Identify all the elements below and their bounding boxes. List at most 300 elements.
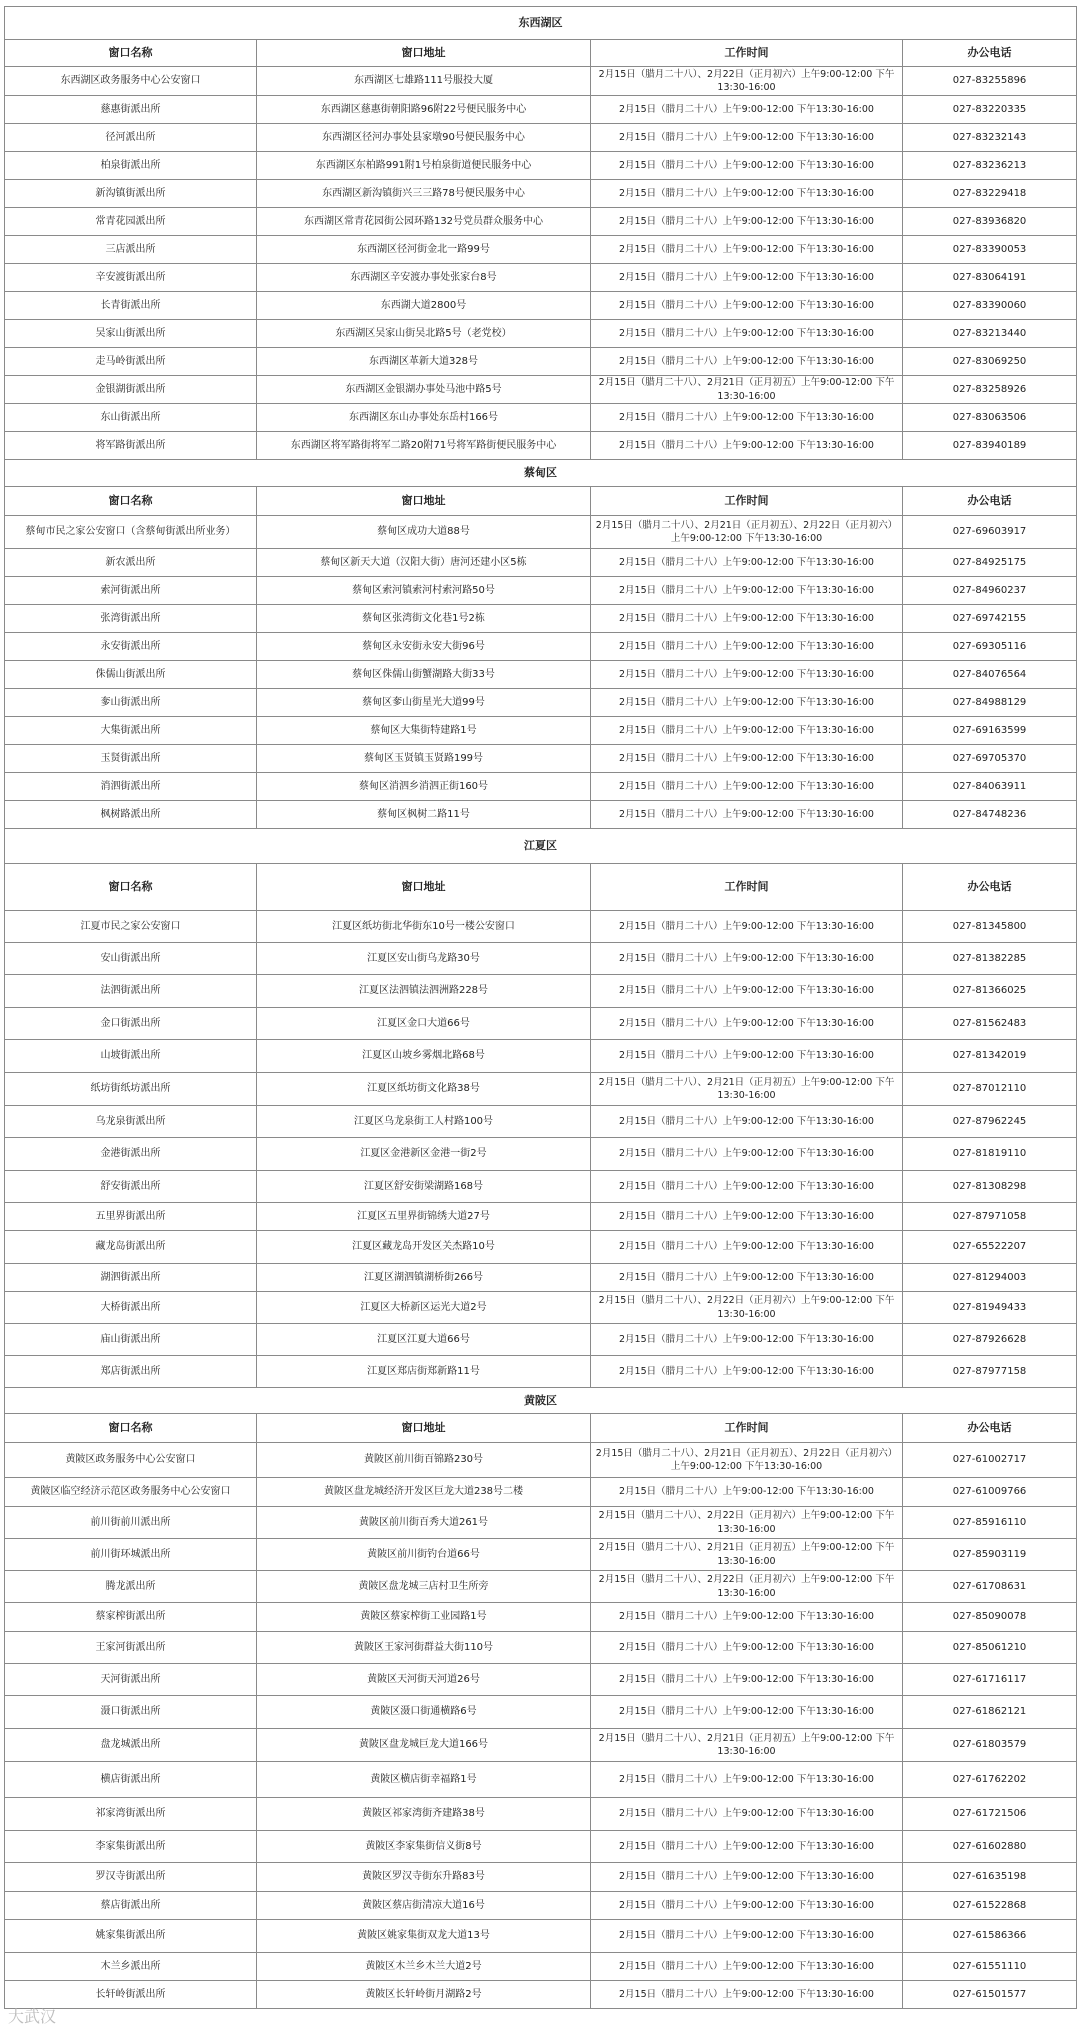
table-row [5,180,1077,208]
office-phone-cell: 027-84748236 [903,801,1077,829]
window-address-cell: 江夏区法泗镇法泗洲路228号 [257,975,591,1008]
office-phone-cell: 027-81819110 [903,1138,1077,1171]
column-header-row [5,40,1077,67]
window-name-cell: 木兰乡派出所 [5,1953,257,1981]
window-name-cell: 安山街派出所 [5,943,257,975]
table-row [5,152,1077,180]
window-address-cell: 蔡甸区永安街永安大街96号 [257,633,591,661]
work-hours-cell: 2月15日（腊月二十八）上午9:00-12:00 下午13:30-16:00 [591,1040,903,1073]
header-window-address: 窗口地址 [257,487,591,516]
column-header-row [5,864,1077,911]
office-phone-cell: 027-83390053 [903,236,1077,264]
table-row [5,320,1077,348]
table-row [5,1603,1077,1632]
window-name-cell: 长轩岭街派出所 [5,1981,257,2009]
office-hours-sheet [4,6,1076,2009]
police-window-table [4,6,1077,2009]
office-phone-cell: 027-81308298 [903,1171,1077,1203]
window-name-cell: 纸坊街纸坊派出所 [5,1073,257,1106]
office-phone-cell: 027-61602880 [903,1831,1077,1863]
office-phone-cell: 027-61009766 [903,1478,1077,1507]
work-hours-cell: 2月15日（腊月二十八）上午9:00-12:00 下午13:30-16:00 [591,264,903,292]
window-name-cell: 永安街派出所 [5,633,257,661]
work-hours-cell: 2月15日（腊月二十八）、2月21日（正月初五）上午9:00-12:00 下午13:30-16:00 [591,1073,903,1106]
table-row [5,292,1077,320]
work-hours-cell: 2月15日（腊月二十八）上午9:00-12:00 下午13:30-16:00 [591,1831,903,1863]
window-address-cell: 蔡甸区侏儒山街蟹湖路大街33号 [257,661,591,689]
window-name-cell: 索河街派出所 [5,577,257,605]
window-name-cell: 径河派出所 [5,124,257,152]
office-phone-cell: 027-61721506 [903,1798,1077,1831]
window-address-cell: 江夏区五里界街锦绣大道27号 [257,1203,591,1231]
window-name-cell: 金口街派出所 [5,1008,257,1040]
table-row [5,745,1077,773]
table-row [5,717,1077,745]
office-phone-cell: 027-69163599 [903,717,1077,745]
table-row [5,633,1077,661]
window-name-cell: 蔡甸市民之家公安窗口（含蔡甸街派出所业务） [5,516,257,549]
window-name-cell: 滠口街派出所 [5,1696,257,1729]
table-row [5,689,1077,717]
window-name-cell: 王家河街派出所 [5,1632,257,1664]
office-phone-cell: 027-81382285 [903,943,1077,975]
window-name-cell: 奓山街派出所 [5,689,257,717]
office-phone-cell: 027-87926628 [903,1324,1077,1356]
table-row [5,1073,1077,1106]
window-name-cell: 蔡家榨街派出所 [5,1603,257,1632]
table-row [5,1892,1077,1920]
office-phone-cell: 027-81345800 [903,911,1077,943]
table-row [5,516,1077,549]
window-address-cell: 东西湖区辛安渡办事处张家台8号 [257,264,591,292]
window-name-cell: 湖泗街派出所 [5,1264,257,1292]
window-address-cell: 江夏区舒安街梁湖路168号 [257,1171,591,1203]
window-name-cell: 祁家湾街派出所 [5,1798,257,1831]
header-window-name: 窗口名称 [5,864,257,911]
window-name-cell: 侏儒山街派出所 [5,661,257,689]
work-hours-cell: 2月15日（腊月二十八）上午9:00-12:00 下午13:30-16:00 [591,801,903,829]
office-phone-cell: 027-81294003 [903,1264,1077,1292]
office-phone-cell: 027-83064191 [903,264,1077,292]
office-phone-cell: 027-61762202 [903,1762,1077,1798]
window-address-cell: 蔡甸区大集街特建路1号 [257,717,591,745]
district-title: 蔡甸区 [5,460,1077,487]
table-row [5,1729,1077,1762]
office-phone-cell: 027-83255896 [903,67,1077,96]
office-phone-cell: 027-83213440 [903,320,1077,348]
window-name-cell: 玉贤街派出所 [5,745,257,773]
window-name-cell: 金银湖街派出所 [5,376,257,404]
window-address-cell: 黄陂区罗汉寺街东升路83号 [257,1863,591,1892]
work-hours-cell: 2月15日（腊月二十八）、2月22日（正月初六）上午9:00-12:00 下午13:30-16:00 [591,1571,903,1603]
work-hours-cell: 2月15日（腊月二十八）上午9:00-12:00 下午13:30-16:00 [591,1696,903,1729]
work-hours-cell: 2月15日（腊月二十八）上午9:00-12:00 下午13:30-16:00 [591,1664,903,1696]
work-hours-cell: 2月15日（腊月二十八）上午9:00-12:00 下午13:30-16:00 [591,1203,903,1231]
window-name-cell: 郑店街派出所 [5,1356,257,1388]
office-phone-cell: 027-84063911 [903,773,1077,801]
office-phone-cell: 027-83236213 [903,152,1077,180]
work-hours-cell: 2月15日（腊月二十八）上午9:00-12:00 下午13:30-16:00 [591,689,903,717]
work-hours-cell: 2月15日（腊月二十八）上午9:00-12:00 下午13:30-16:00 [591,1106,903,1138]
table-row [5,1008,1077,1040]
work-hours-cell: 2月15日（腊月二十八）上午9:00-12:00 下午13:30-16:00 [591,1478,903,1507]
window-name-cell: 东西湖区政务服务中心公安窗口 [5,67,257,96]
watermark-logo: 大武汉 [8,2007,57,2026]
window-address-cell: 东西湖区径河街金北一路99号 [257,236,591,264]
window-address-cell: 黄陂区前川街钓台道66号 [257,1539,591,1571]
window-address-cell: 黄陂区滠口街通横路6号 [257,1696,591,1729]
window-address-cell: 蔡甸区玉贤镇玉贤路199号 [257,745,591,773]
window-name-cell: 山坡街派出所 [5,1040,257,1073]
window-address-cell: 江夏区纸坊街北华街东10号一楼公安窗口 [257,911,591,943]
window-address-cell: 黄陂区前川街百秀大道261号 [257,1507,591,1539]
table-row [5,1040,1077,1073]
table-row [5,1231,1077,1264]
window-address-cell: 黄陂区木兰乡木兰大道2号 [257,1953,591,1981]
district-title: 东西湖区 [5,7,1077,40]
work-hours-cell: 2月15日（腊月二十八）上午9:00-12:00 下午13:30-16:00 [591,661,903,689]
window-address-cell: 东西湖区常青花园街公园环路132号党员群众服务中心 [257,208,591,236]
window-name-cell: 枫树路派出所 [5,801,257,829]
header-window-name: 窗口名称 [5,1414,257,1443]
work-hours-cell: 2月15日（腊月二十八）上午9:00-12:00 下午13:30-16:00 [591,1356,903,1388]
window-address-cell: 蔡甸区枫树二路11号 [257,801,591,829]
office-phone-cell: 027-61501577 [903,1981,1077,2009]
table-row [5,1203,1077,1231]
office-phone-cell: 027-85090078 [903,1603,1077,1632]
window-address-cell: 东西湖区金银湖办事处马池中路5号 [257,376,591,404]
work-hours-cell: 2月15日（腊月二十八）上午9:00-12:00 下午13:30-16:00 [591,1762,903,1798]
office-phone-cell: 027-84925175 [903,549,1077,577]
window-name-cell: 庙山街派出所 [5,1324,257,1356]
window-address-cell: 江夏区纸坊街文化路38号 [257,1073,591,1106]
window-name-cell: 黄陂区临空经济示范区政务服务中心公安窗口 [5,1478,257,1507]
table-row [5,1443,1077,1478]
column-header-row [5,487,1077,516]
office-phone-cell: 027-61862121 [903,1696,1077,1729]
work-hours-cell: 2月15日（腊月二十八）上午9:00-12:00 下午13:30-16:00 [591,577,903,605]
work-hours-cell: 2月15日（腊月二十八）上午9:00-12:00 下午13:30-16:00 [591,96,903,124]
office-phone-cell: 027-61716117 [903,1664,1077,1696]
office-phone-cell: 027-61635198 [903,1863,1077,1892]
window-name-cell: 乌龙泉街派出所 [5,1106,257,1138]
table-row [5,943,1077,975]
table-row [5,404,1077,432]
table-row [5,67,1077,96]
work-hours-cell: 2月15日（腊月二十八）上午9:00-12:00 下午13:30-16:00 [591,1138,903,1171]
table-row [5,1264,1077,1292]
window-name-cell: 李家集街派出所 [5,1831,257,1863]
office-phone-cell: 027-85903119 [903,1539,1077,1571]
office-phone-cell: 027-61803579 [903,1729,1077,1762]
window-address-cell: 东西湖区革新大道328号 [257,348,591,376]
office-phone-cell: 027-87977158 [903,1356,1077,1388]
table-row [5,208,1077,236]
window-name-cell: 常青花园派出所 [5,208,257,236]
table-row [5,236,1077,264]
header-work-hours: 工作时间 [591,864,903,911]
window-name-cell: 新沟镇街派出所 [5,180,257,208]
table-row [5,1106,1077,1138]
work-hours-cell: 2月15日（腊月二十八）上午9:00-12:00 下午13:30-16:00 [591,208,903,236]
office-phone-cell: 027-83940189 [903,432,1077,460]
work-hours-cell: 2月15日（腊月二十八）上午9:00-12:00 下午13:30-16:00 [591,1231,903,1264]
table-row [5,264,1077,292]
window-address-cell: 东西湖区吴家山街吴北路5号（老党校） [257,320,591,348]
table-row [5,801,1077,829]
window-address-cell: 黄陂区盘龙城三店村卫生所旁 [257,1571,591,1603]
window-name-cell: 大桥街派出所 [5,1292,257,1324]
window-address-cell: 黄陂区李家集街信义街8号 [257,1831,591,1863]
work-hours-cell: 2月15日（腊月二十八）上午9:00-12:00 下午13:30-16:00 [591,236,903,264]
office-phone-cell: 027-81562483 [903,1008,1077,1040]
table-row [5,1324,1077,1356]
work-hours-cell: 2月15日（腊月二十八）上午9:00-12:00 下午13:30-16:00 [591,1892,903,1920]
district-title: 黄陂区 [5,1388,1077,1414]
window-name-cell: 腾龙派出所 [5,1571,257,1603]
work-hours-cell: 2月15日（腊月二十八）上午9:00-12:00 下午13:30-16:00 [591,292,903,320]
window-address-cell: 江夏区湖泗镇湖桥街266号 [257,1264,591,1292]
office-phone-cell: 027-83069250 [903,348,1077,376]
table-row [5,348,1077,376]
office-phone-cell: 027-69603917 [903,516,1077,549]
work-hours-cell: 2月15日（腊月二十八）上午9:00-12:00 下午13:30-16:00 [591,745,903,773]
header-window-address: 窗口地址 [257,864,591,911]
office-phone-cell: 027-85916110 [903,1507,1077,1539]
header-window-name: 窗口名称 [5,487,257,516]
table-row [5,1696,1077,1729]
office-phone-cell: 027-61522868 [903,1892,1077,1920]
window-address-cell: 江夏区山坡乡雾烟北路68号 [257,1040,591,1073]
table-row [5,1664,1077,1696]
work-hours-cell: 2月15日（腊月二十八）上午9:00-12:00 下午13:30-16:00 [591,1798,903,1831]
office-phone-cell: 027-87971058 [903,1203,1077,1231]
window-address-cell: 黄陂区蔡家榨街工业园路1号 [257,1603,591,1632]
window-name-cell: 辛安渡街派出所 [5,264,257,292]
work-hours-cell: 2月15日（腊月二十八）上午9:00-12:00 下午13:30-16:00 [591,943,903,975]
window-address-cell: 黄陂区王家河街群益大街110号 [257,1632,591,1664]
window-name-cell: 罗汉寺街派出所 [5,1863,257,1892]
window-address-cell: 江夏区乌龙泉街工人村路100号 [257,1106,591,1138]
window-address-cell: 蔡甸区新天大道（汉阳大街）唐河还建小区5栋 [257,549,591,577]
window-name-cell: 消泗街派出所 [5,773,257,801]
work-hours-cell: 2月15日（腊月二十八）上午9:00-12:00 下午13:30-16:00 [591,1171,903,1203]
window-address-cell: 黄陂区长轩岭街月湖路2号 [257,1981,591,2009]
window-address-cell: 东西湖区将军路街将军二路20附71号将军路街便民服务中心 [257,432,591,460]
window-address-cell: 蔡甸区索河镇索河村索河路50号 [257,577,591,605]
work-hours-cell: 2月15日（腊月二十八）上午9:00-12:00 下午13:30-16:00 [591,1603,903,1632]
office-phone-cell: 027-61586366 [903,1920,1077,1953]
district-title-row [5,7,1077,40]
window-address-cell: 江夏区安山街乌龙路30号 [257,943,591,975]
work-hours-cell: 2月15日（腊月二十八）上午9:00-12:00 下午13:30-16:00 [591,549,903,577]
work-hours-cell: 2月15日（腊月二十八）上午9:00-12:00 下午13:30-16:00 [591,773,903,801]
table-row [5,1571,1077,1603]
table-row [5,96,1077,124]
window-name-cell: 新农派出所 [5,549,257,577]
work-hours-cell: 2月15日（腊月二十八）上午9:00-12:00 下午13:30-16:00 [591,180,903,208]
work-hours-cell: 2月15日（腊月二十八）上午9:00-12:00 下午13:30-16:00 [591,124,903,152]
column-header-row [5,1414,1077,1443]
office-phone-cell: 027-65522207 [903,1231,1077,1264]
window-name-cell: 盘龙城派出所 [5,1729,257,1762]
table-row [5,1138,1077,1171]
table-row [5,1953,1077,1981]
table-row [5,605,1077,633]
window-address-cell: 蔡甸区成功大道88号 [257,516,591,549]
table-row [5,1292,1077,1324]
office-phone-cell: 027-83063506 [903,404,1077,432]
window-name-cell: 张湾街派出所 [5,605,257,633]
window-address-cell: 黄陂区前川街百锦路230号 [257,1443,591,1478]
header-work-hours: 工作时间 [591,40,903,67]
work-hours-cell: 2月15日（腊月二十八）、2月22日（正月初六）上午9:00-12:00 下午13:30-16:00 [591,67,903,96]
window-address-cell: 江夏区金口大道66号 [257,1008,591,1040]
window-address-cell: 江夏区大桥新区运光大道2号 [257,1292,591,1324]
table-row [5,1863,1077,1892]
work-hours-cell: 2月15日（腊月二十八）上午9:00-12:00 下午13:30-16:00 [591,404,903,432]
office-phone-cell: 027-81342019 [903,1040,1077,1073]
work-hours-cell: 2月15日（腊月二十八）上午9:00-12:00 下午13:30-16:00 [591,1008,903,1040]
work-hours-cell: 2月15日（腊月二十八）、2月22日（正月初六）上午9:00-12:00 下午13:30-16:00 [591,1507,903,1539]
office-phone-cell: 027-69705370 [903,745,1077,773]
work-hours-cell: 2月15日（腊月二十八）、2月21日（正月初五）上午9:00-12:00 下午13:30-16:00 [591,1729,903,1762]
table-row [5,577,1077,605]
window-name-cell: 走马岭街派出所 [5,348,257,376]
table-row [5,661,1077,689]
window-address-cell: 黄陂区横店街幸福路1号 [257,1762,591,1798]
work-hours-cell: 2月15日（腊月二十八）上午9:00-12:00 下午13:30-16:00 [591,1920,903,1953]
window-name-cell: 江夏市民之家公安窗口 [5,911,257,943]
office-phone-cell: 027-61708631 [903,1571,1077,1603]
window-address-cell: 东西湖区新沟镇街兴三三路78号便民服务中心 [257,180,591,208]
window-address-cell: 东西湖区径河办事处县家墩90号便民服务中心 [257,124,591,152]
office-phone-cell: 027-61002717 [903,1443,1077,1478]
window-address-cell: 东西湖区七雄路111号服投大厦 [257,67,591,96]
office-phone-cell: 027-83229418 [903,180,1077,208]
window-name-cell: 蔡店街派出所 [5,1892,257,1920]
district-title: 江夏区 [5,829,1077,864]
window-name-cell: 吴家山街派出所 [5,320,257,348]
window-address-cell: 东西湖区东山办事处东岳村166号 [257,404,591,432]
table-row [5,1478,1077,1507]
work-hours-cell: 2月15日（腊月二十八）、2月21日（正月初五）、2月22日（正月初六）上午9:00-12:00 下午13:30-16:00 [591,516,903,549]
window-address-cell: 黄陂区祁家湾街齐建路38号 [257,1798,591,1831]
office-phone-cell: 027-69742155 [903,605,1077,633]
work-hours-cell: 2月15日（腊月二十八）上午9:00-12:00 下午13:30-16:00 [591,1953,903,1981]
office-phone-cell: 027-85061210 [903,1632,1077,1664]
office-phone-cell: 027-84960237 [903,577,1077,605]
header-office-phone: 办公电话 [903,40,1077,67]
office-phone-cell: 027-83232143 [903,124,1077,152]
window-address-cell: 东西湖区东柏路991附1号柏泉街道便民服务中心 [257,152,591,180]
window-address-cell: 江夏区江夏大道66号 [257,1324,591,1356]
window-name-cell: 前川街前川派出所 [5,1507,257,1539]
work-hours-cell: 2月15日（腊月二十八）、2月22日（正月初六）上午9:00-12:00 下午13:30-16:00 [591,1292,903,1324]
window-address-cell: 东西湖区慈惠街朝阳路96附22号便民服务中心 [257,96,591,124]
table-row [5,1762,1077,1798]
header-office-phone: 办公电话 [903,864,1077,911]
table-row [5,911,1077,943]
table-row [5,1356,1077,1388]
window-name-cell: 金港街派出所 [5,1138,257,1171]
work-hours-cell: 2月15日（腊月二十八）上午9:00-12:00 下午13:30-16:00 [591,348,903,376]
window-address-cell: 黄陂区蔡店街清凉大道16号 [257,1892,591,1920]
table-row [5,1539,1077,1571]
district-title-row [5,1388,1077,1414]
table-row [5,376,1077,404]
table-row [5,1507,1077,1539]
office-phone-cell: 027-83936820 [903,208,1077,236]
work-hours-cell: 2月15日（腊月二十八）、2月21日（正月初五）、2月22日（正月初六）上午9:00-12:00 下午13:30-16:00 [591,1443,903,1478]
office-phone-cell: 027-87962245 [903,1106,1077,1138]
work-hours-cell: 2月15日（腊月二十八）上午9:00-12:00 下午13:30-16:00 [591,1981,903,2009]
office-phone-cell: 027-83258926 [903,376,1077,404]
window-address-cell: 江夏区金港新区金港一街2号 [257,1138,591,1171]
work-hours-cell: 2月15日（腊月二十八）上午9:00-12:00 下午13:30-16:00 [591,605,903,633]
window-name-cell: 大集街派出所 [5,717,257,745]
window-name-cell: 法泗街派出所 [5,975,257,1008]
window-name-cell: 东山街派出所 [5,404,257,432]
window-name-cell: 横店街派出所 [5,1762,257,1798]
window-name-cell: 三店派出所 [5,236,257,264]
office-phone-cell: 027-69305116 [903,633,1077,661]
window-name-cell: 藏龙岛街派出所 [5,1231,257,1264]
header-window-address: 窗口地址 [257,40,591,67]
window-name-cell: 将军路街派出所 [5,432,257,460]
work-hours-cell: 2月15日（腊月二十八）上午9:00-12:00 下午13:30-16:00 [591,1324,903,1356]
window-name-cell: 舒安街派出所 [5,1171,257,1203]
window-address-cell: 蔡甸区奓山街星光大道99号 [257,689,591,717]
work-hours-cell: 2月15日（腊月二十八）上午9:00-12:00 下午13:30-16:00 [591,1264,903,1292]
work-hours-cell: 2月15日（腊月二十八）、2月21日（正月初五）上午9:00-12:00 下午13:30-16:00 [591,1539,903,1571]
window-address-cell: 黄陂区姚家集街双龙大道13号 [257,1920,591,1953]
district-title-row [5,829,1077,864]
window-address-cell: 黄陂区天河街天河道26号 [257,1664,591,1696]
table-row [5,773,1077,801]
window-name-cell: 五里界街派出所 [5,1203,257,1231]
table-row [5,1171,1077,1203]
header-office-phone: 办公电话 [903,1414,1077,1443]
table-row [5,1798,1077,1831]
work-hours-cell: 2月15日（腊月二十八）上午9:00-12:00 下午13:30-16:00 [591,1863,903,1892]
office-phone-cell: 027-84988129 [903,689,1077,717]
table-row [5,1981,1077,2009]
work-hours-cell: 2月15日（腊月二十八）上午9:00-12:00 下午13:30-16:00 [591,432,903,460]
table-row [5,1831,1077,1863]
window-name-cell: 前川街环城派出所 [5,1539,257,1571]
work-hours-cell: 2月15日（腊月二十八）上午9:00-12:00 下午13:30-16:00 [591,152,903,180]
header-window-name: 窗口名称 [5,40,257,67]
window-name-cell: 长青街派出所 [5,292,257,320]
header-work-hours: 工作时间 [591,1414,903,1443]
work-hours-cell: 2月15日（腊月二十八）上午9:00-12:00 下午13:30-16:00 [591,1632,903,1664]
window-name-cell: 姚家集街派出所 [5,1920,257,1953]
office-phone-cell: 027-87012110 [903,1073,1077,1106]
window-address-cell: 江夏区郑店街郑新路11号 [257,1356,591,1388]
window-address-cell: 江夏区藏龙岛开发区关杰路10号 [257,1231,591,1264]
window-name-cell: 天河街派出所 [5,1664,257,1696]
table-row [5,432,1077,460]
window-address-cell: 东西湖大道2800号 [257,292,591,320]
work-hours-cell: 2月15日（腊月二十八）、2月21日（正月初五）上午9:00-12:00 下午13:30-16:00 [591,376,903,404]
office-phone-cell: 027-84076564 [903,661,1077,689]
window-address-cell: 黄陂区盘龙城经济开发区巨龙大道238号二楼 [257,1478,591,1507]
office-phone-cell: 027-81366025 [903,975,1077,1008]
window-address-cell: 蔡甸区消泗乡消泗正街160号 [257,773,591,801]
table-row [5,1920,1077,1953]
work-hours-cell: 2月15日（腊月二十八）上午9:00-12:00 下午13:30-16:00 [591,911,903,943]
